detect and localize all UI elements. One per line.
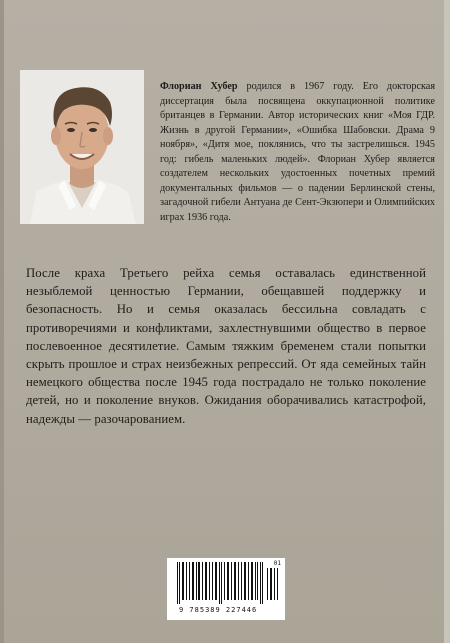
author-portrait-image — [20, 70, 144, 224]
isbn-digits: 9 785389 227446 — [179, 606, 258, 614]
annotation-text: После краха Третьего рейха семья оставалась единственной незыблемой ценностью Германии, обещавшей поддержку и безопасность. Но и семья оказалась бессильна совладать с противоречиями и конфликтами, захлестнувшими общество в первое послевоенное десятилетие. Самым тяжким бременем стали попытки скрыть прошлое и страх неизбежных репрессий. От яда семейных тайн немецкого общества после 1945 года пострадало не только поколение детей, но и поколение внуков. Ожидания оборачивались катастрофой, надежды — разочарованием. — [26, 266, 426, 426]
book-annotation — [26, 264, 426, 428]
author-bio — [160, 80, 435, 225]
spine-edge — [0, 0, 4, 643]
author-bio-text: родился в 1967 году. Его докторская диссертация была посвящена оккупационной политике британцев в Германии. Автор исторических книг «Моя ГДР. Жизнь в другой Германии», «Ошибка Шабовски. Драма 9 ноября», «Дитя мое, поклянись, что ты застрелишься. 1945 год: гибель маленьких людей». Флориан Хубер является создателем нескольких удостоенных почетных премий документальных фильмов — о падении Берлинской стены, загадочной гибели Антуана де Сент-Экзюпери и Олимпийских играх 1936 года. — [160, 81, 436, 223]
barcode-bars — [167, 558, 285, 606]
barcode-addon-digits: 01 — [273, 560, 281, 567]
author-photo — [20, 70, 144, 224]
author-name: Флориан Хубер — [160, 81, 238, 92]
page-edge — [444, 0, 450, 643]
isbn-barcode — [167, 558, 285, 620]
